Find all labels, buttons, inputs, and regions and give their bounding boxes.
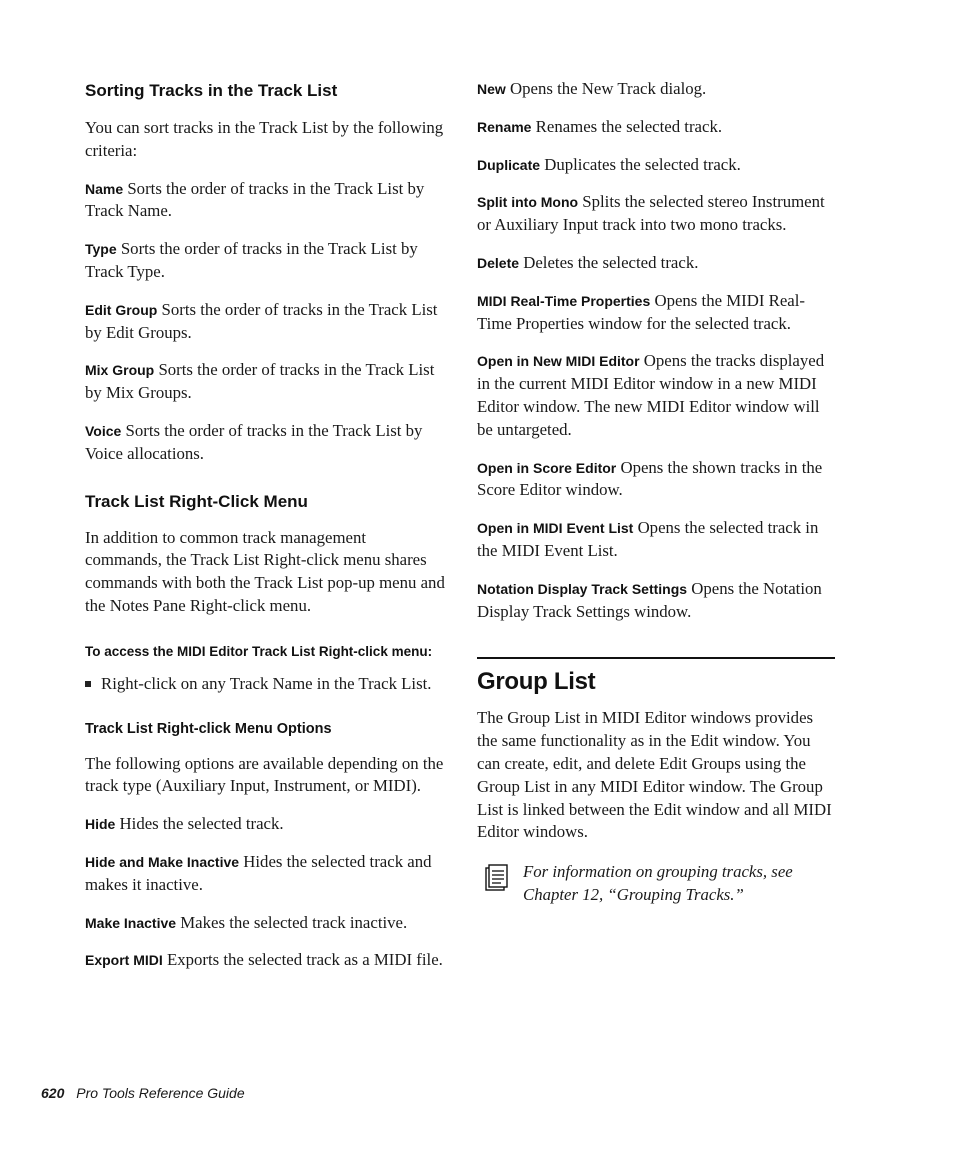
sort-list — [85, 178, 445, 466]
option-desc: Makes the selected track inactive. — [180, 912, 408, 932]
sort-term: Type — [85, 241, 117, 258]
procedure-heading: To access the MIDI Editor Track List Right-click menu: — [85, 643, 433, 659]
option-term: Open in MIDI Event List — [477, 520, 634, 537]
option-term: MIDI Real-Time Properties — [477, 292, 651, 309]
option-item — [477, 457, 835, 503]
sort-term: Mix Group — [85, 362, 155, 379]
option-desc: Hides the selected track and makes it inactive. — [85, 851, 432, 894]
option-desc: Exports the selected track as a MIDI file. — [166, 950, 443, 970]
option-desc: Opens the Notation Display Track Settings window. — [477, 578, 822, 621]
option-desc: Deletes the selected track. — [523, 252, 699, 272]
option-item — [477, 517, 835, 563]
option-term: Open in New MIDI Editor — [477, 353, 640, 370]
option-term: Notation Display Track Settings — [477, 580, 688, 597]
sort-intro: You can sort tracks in the Track List by the following criteria: — [85, 118, 444, 160]
option-desc: Opens the tracks displayed in the current MIDI Editor window in a new MIDI Editor window. The new MIDI Editor window will be untargeted. — [477, 351, 825, 439]
menu-heading: Track List Right-Click Menu — [85, 491, 308, 511]
right-column — [477, 78, 835, 907]
option-term: Rename — [477, 118, 532, 135]
option-item — [477, 154, 835, 177]
sort-item — [85, 299, 445, 345]
option-desc: Splits the selected stereo Instrument or Auxiliary Input track into two mono tracks. — [477, 192, 825, 235]
option-term: Split into Mono — [477, 194, 579, 211]
option-desc: Renames the selected track. — [535, 116, 723, 136]
option-term: New — [477, 81, 506, 97]
menu-intro: In addition to common track management commands, the Track List Right-click menu shares commands with both the Track List pop-up menu and the Notes Pane Right-click menu. — [85, 527, 445, 615]
option-item — [85, 912, 445, 935]
option-term: Hide and Make Inactive — [85, 853, 240, 870]
option-desc: Hides the selected track. — [119, 814, 284, 834]
procedure-step — [85, 673, 445, 696]
option-desc: Opens the MIDI Real-Time Properties window for the selected track. — [477, 290, 805, 333]
sort-desc: Sorts the order of tracks in the Track List by Voice allocations. — [85, 420, 423, 463]
option-term: Hide — [85, 816, 116, 833]
note-icon — [485, 864, 509, 892]
sort-desc: Sorts the order of tracks in the Track List by Edit Groups. — [85, 299, 438, 342]
sort-desc: Sorts the order of tracks in the Track List by Track Type. — [85, 239, 418, 281]
options-heading: Track List Right-click Menu Options — [85, 720, 332, 737]
option-desc: Opens the selected track in the MIDI Event List. — [477, 518, 819, 560]
bullet-square-icon — [85, 681, 91, 687]
sort-item — [85, 178, 445, 224]
sort-term: Name — [85, 180, 124, 197]
page-number: 620 — [41, 1085, 65, 1101]
option-item — [85, 949, 445, 972]
guide-title: Pro Tools Reference Guide — [76, 1085, 245, 1101]
option-term: Open in Score Editor — [477, 459, 617, 476]
group-list-heading: Group List — [477, 668, 596, 696]
procedure-step-text: Right-click on any Track Name in the Track List. — [101, 673, 432, 693]
option-term: Delete — [477, 254, 520, 271]
option-item — [477, 78, 835, 101]
option-item — [477, 350, 835, 441]
options-list-right — [477, 78, 835, 623]
section-divider — [477, 657, 835, 659]
page-footer — [41, 1085, 245, 1101]
sort-desc: Sorts the order of tracks in the Track List by Track Name. — [85, 178, 425, 221]
option-term: Make Inactive — [85, 914, 177, 931]
option-item — [85, 851, 445, 897]
option-item — [477, 116, 835, 139]
group-list-text: The Group List in MIDI Editor windows provides the same functionality as in the Edit window. You can create, edit, and delete Edit Groups using the Group List in any MIDI Editor window. The Group List is linked between the Edit window and all MIDI Editor windows. — [477, 708, 832, 842]
sort-heading: Sorting Tracks in the Track List — [85, 81, 338, 100]
options-intro: The following options are available depending on the track type (Auxiliary Input, Instrument, or MIDI). — [85, 753, 444, 796]
note-text: For information on grouping tracks, see Chapter 12, “Grouping Tracks.” — [523, 862, 793, 904]
sort-item — [85, 359, 445, 405]
options-list-left — [85, 813, 445, 972]
option-item — [477, 578, 835, 624]
option-item — [477, 191, 835, 237]
option-desc: Duplicates the selected track. — [544, 154, 741, 174]
option-desc: Opens the New Track dialog. — [510, 79, 707, 98]
option-term: Export MIDI — [85, 952, 163, 969]
sort-desc: Sorts the order of tracks in the Track List by Mix Groups. — [85, 360, 435, 403]
option-desc: Opens the shown tracks in the Score Editor window. — [477, 457, 823, 500]
sort-term: Voice — [85, 422, 122, 439]
sort-item — [85, 238, 445, 284]
option-item — [477, 252, 835, 275]
left-column — [85, 78, 445, 972]
sort-term: Edit Group — [85, 301, 158, 318]
option-term: Duplicate — [477, 156, 541, 173]
note-box — [477, 861, 835, 907]
option-item — [477, 290, 835, 336]
sort-item — [85, 420, 445, 466]
option-item — [85, 813, 445, 836]
